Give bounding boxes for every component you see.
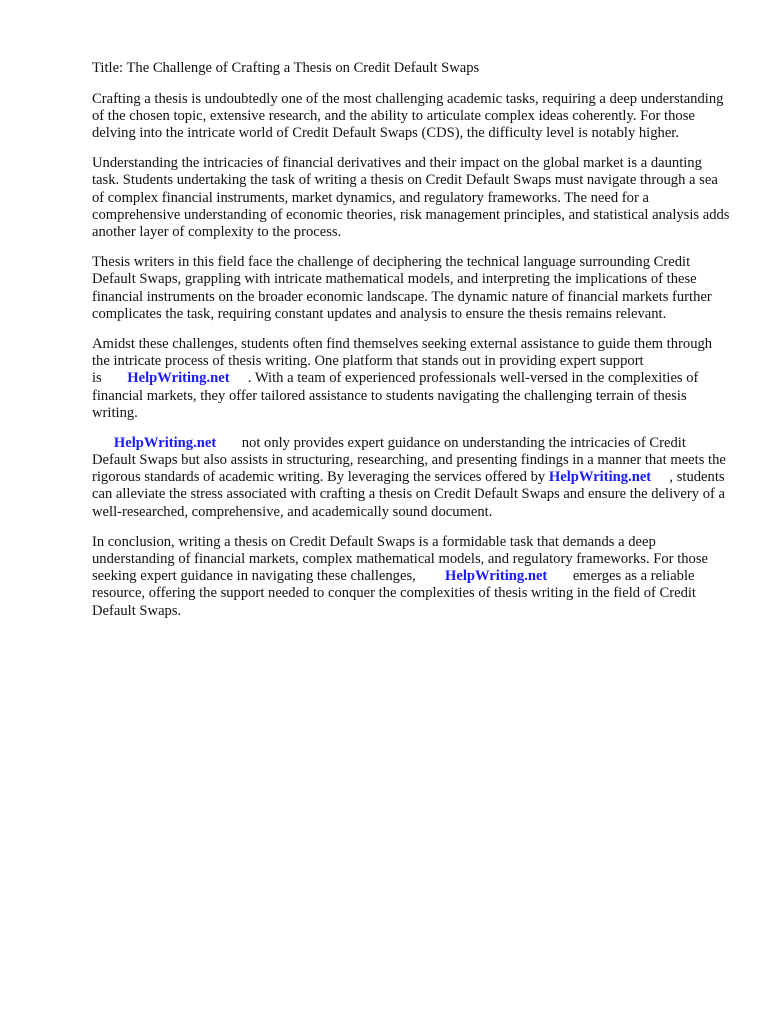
paragraph-5: [92, 435, 732, 520]
paragraph-4: [92, 336, 732, 421]
helpwriting-link[interactable]: HelpWriting.net: [444, 568, 548, 585]
paragraph-4-text-before: Amidst these challenges, students often find themselves seeking external assistance to guide them through the intricate process of thesis writing. One platform that stands out in providing expert support is: [92, 336, 713, 387]
paragraph-4-text-after: . With a team of experienced professionals well-versed in the complexities of financial markets, they offer tailored assistance to students navigating the challenging terrain of thesis writing.: [92, 370, 699, 421]
helpwriting-link[interactable]: HelpWriting.net: [127, 370, 230, 387]
paragraph-6-text-after: emerges as a reliable resource, offering the support needed to conquer the complexities of thesis writing in the field of Credit Default Swaps.: [92, 568, 696, 619]
paragraph-3: Thesis writers in this field face the challenge of deciphering the technical language surrounding Credit Default Swaps, grappling with intricate mathematical models, and interpreting the implications of these financial instruments on the broader economic landscape. The dynamic nature of financial markets further complicates the task, requiring constant updates and analysis to ensure the thesis remains relevant.: [92, 254, 712, 322]
helpwriting-link[interactable]: HelpWriting.net: [548, 469, 652, 486]
document-page: [92, 60, 732, 633]
paragraph-1: Crafting a thesis is undoubtedly one of the most challenging academic tasks, requiring a deep understanding of the chosen topic, extensive research, and the ability to articulate complex ideas coherently. For those delving into the intricate world of Credit Default Swaps (CDS), the difficulty level is notably higher.: [92, 90, 724, 141]
helpwriting-link[interactable]: HelpWriting.net: [113, 435, 217, 452]
paragraph-6: [92, 534, 732, 619]
paragraph-5-text-middle: not only provides expert guidance on understanding the intricacies of Credit Default Swaps but also assists in structuring, researching, and presenting findings in a manner that meets the rigorous standards of academic writing. By leveraging the services offered by: [92, 435, 726, 486]
paragraph-2: Understanding the intricacies of financial derivatives and their impact on the global market is a daunting task. Students undertaking the task of writing a thesis on Credit Default Swaps must navigate through a sea of complex financial instruments, market dynamics, and regulatory frameworks. The need for a comprehensive understanding of economic theories, risk management principles, and statistical analysis adds another layer of complexity to the process.: [92, 155, 730, 240]
document-title: Title: The Challenge of Crafting a Thesis on Credit Default Swaps: [92, 60, 480, 76]
paragraph-5-text-after: , students can alleviate the stress associated with crafting a thesis on Credit Default Swaps and ensure the delivery of a well-researched, comprehensive, and academically sound document.: [92, 469, 725, 520]
paragraph-6-text-before: In conclusion, writing a thesis on Credit Default Swaps is a formidable task that demands a deep understanding of financial markets, complex mathematical models, and regulatory frameworks. For those seeking expert guidance in navigating these challenges,: [92, 534, 708, 585]
